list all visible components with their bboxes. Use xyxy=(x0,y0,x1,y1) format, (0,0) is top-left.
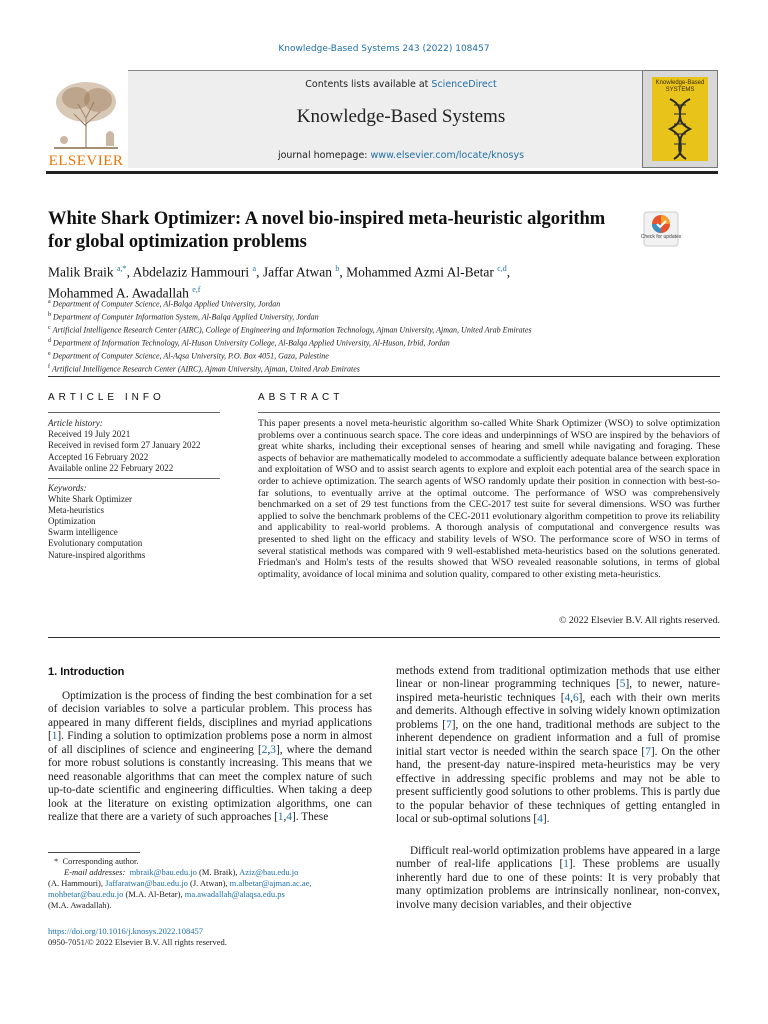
email-owner: (M.A. Awadallah). xyxy=(48,900,112,911)
affiliation-text: Artificial Intelligence Research Center (AIRC), Ajman University, Ajman, United Arab Emirates xyxy=(52,364,360,374)
crossmark-icon[interactable] xyxy=(643,211,679,247)
affiliation-text: Department of Information Technology, Al-Huson University College, Al-Balqa Applied University, Al-Huson, Irbid, Jordan xyxy=(53,338,450,348)
section-divider xyxy=(48,637,720,638)
keyword: Evolutionary computation xyxy=(48,538,143,549)
affiliation-text: Department of Computer Science, Al-Aqsa University, P.O. Box 4051, Gaza, Palestine xyxy=(52,351,329,361)
journal-citation[interactable]: Knowledge-Based Systems 243 (2022) 108457 xyxy=(278,44,490,54)
history-entry: Accepted 16 February 2022 xyxy=(48,451,149,462)
affiliation-line xyxy=(48,349,708,362)
citation-ref[interactable]: 4 xyxy=(286,811,293,824)
email-link[interactable]: m.albetar@ajman.ac.ae, xyxy=(229,878,312,889)
email-link[interactable]: Jaffaratwan@bau.edu.jo xyxy=(105,878,188,889)
author-name[interactable]: Abdelaziz Hammouri xyxy=(132,264,250,280)
affiliation-key: c xyxy=(48,325,51,332)
article-info-rule xyxy=(48,478,220,479)
cover-title: Knowledge-Based SYSTEMS xyxy=(655,80,705,93)
keyword: Optimization xyxy=(48,516,96,527)
citation-ref[interactable]: 5 xyxy=(619,678,626,691)
citation-ref[interactable]: 1 xyxy=(277,811,284,824)
email-owner: (J. Atwan), xyxy=(190,878,228,889)
email-link[interactable]: Aziz@bau.edu.jo xyxy=(239,867,299,878)
citation-ref[interactable]: 1 xyxy=(563,858,569,871)
affiliation-key: b xyxy=(48,312,51,319)
author-affiliation-marker[interactable]: b xyxy=(335,264,340,273)
email-owner: (A. Hammouri), xyxy=(48,878,104,889)
email-label: E-mail addresses: xyxy=(64,867,126,878)
citation-ref[interactable]: 4 xyxy=(537,812,543,825)
corresponding-author-note xyxy=(48,856,372,867)
body-paragraph: Optimization is the process of finding the best combination for a set of decision variables to solve a particular problem. This process has appeared in many different fields, disciplines and myriad applications [1]. Finding a solution to optimization problems pose a norm in almost of all disciplines of science and engineering [2,3], where the demand for more robust solutions is constantly increasing. This means that we need reasonable algorithms that can meet the complex nature of such up-to-date scientific and engineering difficulties. When taking a deep look at the literature on existing optimization algorithms, one can realize that there are a variety of such approaches [1,4]. These xyxy=(48,690,372,824)
author-affiliation-marker[interactable]: c,d xyxy=(497,264,507,273)
homepage-prefix: journal homepage: xyxy=(277,150,371,161)
email-link[interactable]: mbraik@bau.edu.jo xyxy=(129,867,197,878)
affiliation-text: Department of Computer Information System, Al-Balqa Applied University, Jordan xyxy=(53,312,319,322)
citation-ref[interactable]: 3 xyxy=(270,743,276,756)
email-owner: (M.A. Al-Betar), xyxy=(125,889,183,900)
author-affiliation-marker[interactable]: e,f xyxy=(192,284,201,294)
email-owner: (M. Braik), xyxy=(199,867,238,878)
affiliation-key: f xyxy=(48,364,50,371)
history-entry: Received in revised form 27 January 2022 xyxy=(48,440,201,451)
homepage-line xyxy=(128,150,674,161)
author-name[interactable]: Jaffar Atwan xyxy=(262,264,332,280)
doi-link[interactable]: https://doi.org/10.1016/j.knosys.2022.108457 xyxy=(48,926,203,936)
citation-ref[interactable]: 7 xyxy=(446,718,452,731)
body-paragraph: Difficult real-world optimization problems have appeared in a large number of real-life applications [1]. These problems are usually inherently hard due to one of these points: It is very probably that many optimization problems are intrinsically nonlinear, non-convex, involve many decision variables, and their objective xyxy=(396,845,720,911)
footnote-rule xyxy=(48,852,140,853)
crossmark-label: Check for updates xyxy=(640,234,682,240)
author-name[interactable]: Mohammed Azmi Al-Betar xyxy=(346,264,494,280)
citation-ref[interactable]: 4 xyxy=(564,691,571,704)
author-name[interactable]: Malik Braik xyxy=(48,264,114,280)
email-link[interactable]: ma.awadallah@alaqsa.edu.ps xyxy=(184,889,285,900)
email-link[interactable]: mohbetar@bau.edu.jo xyxy=(48,889,124,900)
abstract-rule xyxy=(258,412,720,413)
keyword: Meta-heuristics xyxy=(48,505,104,516)
masthead-bottom-rule xyxy=(46,171,718,174)
journal-homepage-link[interactable]: www.elsevier.com/locate/knosys xyxy=(370,150,525,161)
elsevier-tree-icon xyxy=(46,78,126,150)
affiliation-line xyxy=(48,323,708,336)
body-paragraph: methods extend from traditional optimization methods that use either linear or non-linear programming techniques [5], to newer, nature-inspired meta-heuristic techniques [4,6], each with their own merits and demerits. Although effective in solving widely known optimization problems [7], on the one hand, traditional methods are subject to the inherent dependence on gradient information and a full of promise initial start vector is needed within the search space [7]. On the other hand, the present-day nature-inspired meta-heuristics may be very effective in addressing specific problems and may not be able to present sufficiently good solutions to other problems. This is partly due to the popular behavior of these techniques of getting entangled in local or sub-optimal solutions [4]. xyxy=(396,665,721,825)
affiliation-line xyxy=(48,297,708,310)
elsevier-logo xyxy=(46,78,126,170)
author-affiliation-marker[interactable]: a,* xyxy=(117,264,127,273)
history-entry: Received 19 July 2021 xyxy=(48,429,131,440)
issn-line: 0950-7051/© 2022 Elsevier B.V. All rights reserved. xyxy=(48,937,227,947)
affiliation-line xyxy=(48,362,708,375)
footnotes xyxy=(48,856,372,911)
keywords-label: Keywords: xyxy=(48,483,87,493)
citation-ref[interactable]: 2 xyxy=(261,743,268,756)
keyword: Swarm intelligence xyxy=(48,527,118,538)
journal-masthead xyxy=(46,70,718,170)
affiliation-line xyxy=(48,310,708,323)
section-heading: 1. Introduction xyxy=(48,666,125,678)
author-list: Malik Braik $^{a,*}$, Abdelaziz Hammouri $^a$, Jaffar Atwan $^b$, Mohammed Azmi Al-Betar $^{c,d}$, Mohammed A. Awadallah $^{e,f}$ xyxy=(48,264,511,300)
section-divider xyxy=(48,376,720,377)
affiliation-key: a xyxy=(48,299,51,305)
corresponding-author-label: Corresponding author. xyxy=(62,856,139,866)
abstract-heading: ABSTRACT xyxy=(258,392,344,403)
history-label: Article history: xyxy=(48,418,103,428)
author-affiliation-marker[interactable]: a xyxy=(252,264,257,273)
contents-prefix: Contents lists available at xyxy=(305,79,432,90)
copyright-notice: © 2022 Elsevier B.V. All rights reserved. xyxy=(559,615,720,626)
affiliation-text: Department of Computer Science, Al-Balqa Applied University, Jordan xyxy=(52,299,281,309)
cover-art xyxy=(652,77,708,161)
journal-cover-thumbnail[interactable] xyxy=(642,70,718,168)
citation-ref[interactable]: 1 xyxy=(51,730,58,743)
affiliation-key: e xyxy=(48,351,51,358)
article-history xyxy=(48,418,220,474)
affiliation-line xyxy=(48,336,708,349)
history-entry: Available online 22 February 2022 xyxy=(48,462,174,473)
keyword: White Shark Optimizer xyxy=(48,494,132,505)
asterisk-marker: * xyxy=(54,856,63,866)
sciencedirect-link[interactable]: ScienceDirect xyxy=(431,79,497,90)
article-info-rule xyxy=(48,412,220,413)
citation-ref[interactable]: 6 xyxy=(572,691,579,704)
elsevier-wordmark: ELSEVIER xyxy=(48,153,124,169)
keyword: Nature-inspired algorithms xyxy=(48,549,146,560)
journal-name: Knowledge-Based Systems xyxy=(296,106,506,127)
citation-ref[interactable]: 7 xyxy=(645,745,651,758)
keyword-list xyxy=(48,483,220,561)
article-info-heading: ARTICLE INFO xyxy=(48,392,165,403)
affiliation-list xyxy=(48,297,708,375)
abstract-text: This paper presents a novel meta-heuristic algorithm so-called White Shark Optimizer (WSO) to solve optimization problems over a continuous search space. The core ideas and underpinnings of WSO are inspired by the behaviors of great white sharks, including their exceptional senses of hearing and smell while navigating and foraging. These aspects of behavior are mathematically modeled to accommodate a sufficiently adequate balance between exploration and exploitation of WSO and to assist search agents to explore and exploit each potential area of the search space in order to achieve optimization. The search agents of WSO randomly update their position in connection with best-so-far solutions, to eventually arrive at the optimal outcome. The performance of WSO was comprehensively benchmarked on a set of 29 test functions from the CEC-2017 test suite for several dimensions. WSO was further applied to solve the benchmark problems of the CEC-2011 evolutionary algorithm competition to prove its reliability and applicability to real-world problems. A thorough analysis of computational and convergence results was presented to shed light on the efficacy and stability levels of WSO. The performance score of WSO in terms of several statistical methods was compared with 9 well-established meta-heuristics based on the solutions generated. Friedman's and Holm's tests of the results showed that WSO revealed reasonable solutions, in terms of global optimality, avoidance of local minima and solution quality, compared to other existing meta-heuristics. xyxy=(258,418,720,580)
article-title: White Shark Optimizer: A novel bio-inspired meta-heuristic algorithm for global optimization problems xyxy=(48,209,606,252)
affiliation-key: d xyxy=(48,338,51,345)
affiliation-text: Artificial Intelligence Research Center (AIRC), College of Engineering and Information Technology, Ajman University, Ajman, United Arab Emirates xyxy=(52,325,532,335)
contents-line xyxy=(128,79,674,90)
author-name[interactable]: Mohammed A. Awadallah xyxy=(48,285,189,300)
